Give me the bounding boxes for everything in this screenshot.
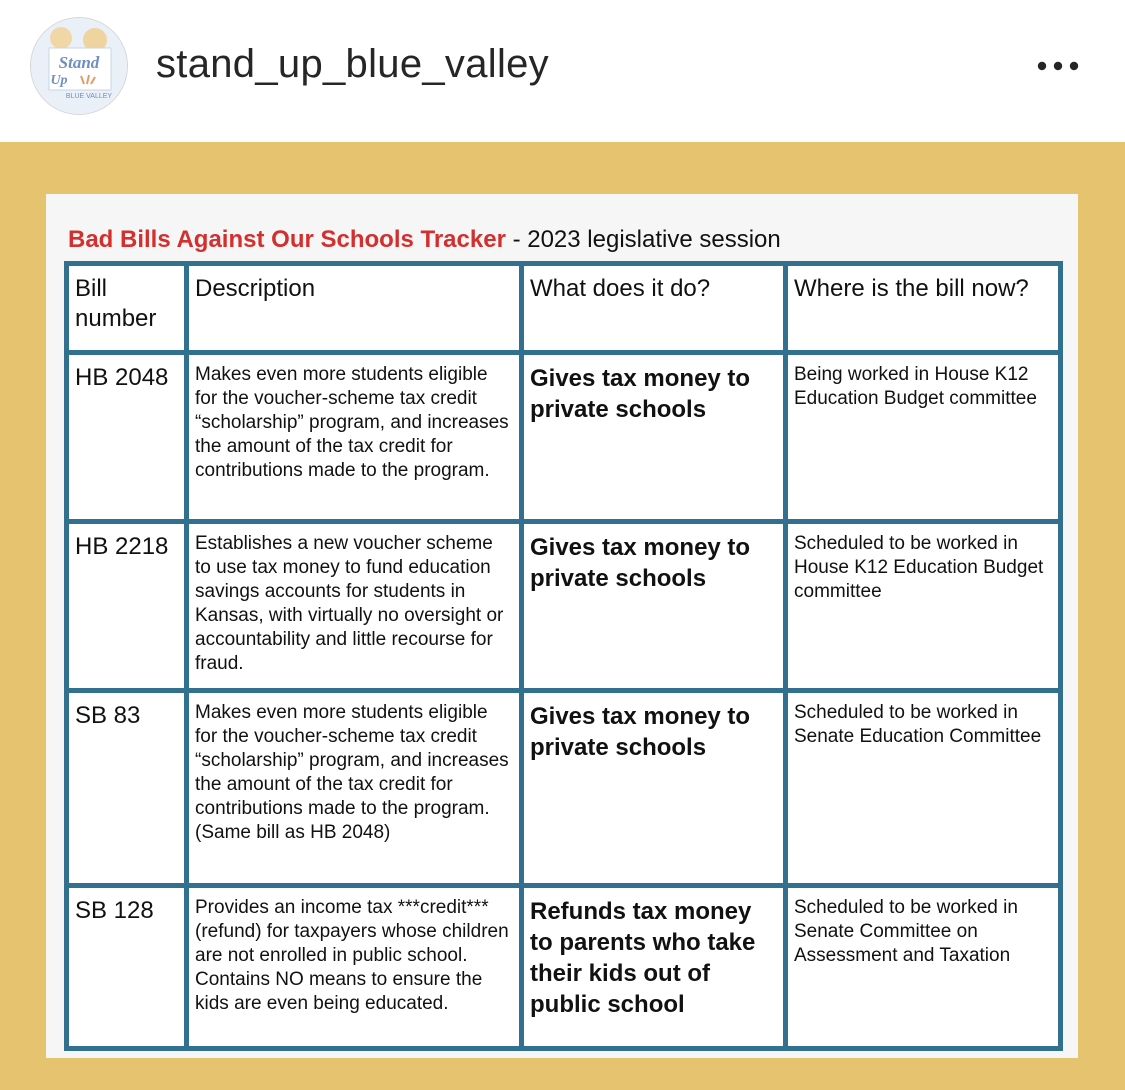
username[interactable]: stand_up_blue_valley: [156, 42, 549, 86]
column-header-bill-number: Bill number: [67, 264, 187, 353]
table-row: [67, 691, 1061, 886]
table-row: [67, 353, 1061, 522]
bill-description: Establishes a new voucher scheme to use tax money to fund education savings accounts for students in Kansas, with virtually no oversight or accountability and little recourse for fraud.: [187, 522, 522, 691]
bill-description: Makes even more students eligible for the voucher-scheme tax credit “scholarship” program, and increases the amount of the tax credit for contributions made to the program. (Same bill as HB 2048): [187, 691, 522, 886]
column-header-what-does-it-do: What does it do?: [522, 264, 786, 353]
bills-table: [64, 261, 1063, 1051]
avatar-logo-text-up: Up: [50, 73, 68, 88]
bill-action: Gives tax money to private schools: [522, 691, 786, 886]
table-row: [67, 886, 1061, 1049]
bill-number: HB 2218: [67, 522, 187, 691]
bill-description: Provides an income tax ***credit*** (refund) for taxpayers whose children are not enrolled in public school. Contains NO means to ensure the kids are even being educated.: [187, 886, 522, 1049]
avatar-logo-text-blue-valley: BLUE VALLEY: [65, 93, 113, 100]
column-header-where-is-bill: Where is the bill now?: [786, 264, 1061, 353]
bill-action: Gives tax money to private schools: [522, 522, 786, 691]
more-horizontal-icon[interactable]: [1030, 52, 1090, 80]
post-image: [0, 142, 1125, 1090]
tracker-title: [68, 226, 781, 254]
bill-description: Makes even more students eligible for the voucher-scheme tax credit “scholarship” program, and increases the amount of the tax credit for contributions made to the program.: [187, 353, 522, 522]
bill-action: Refunds tax money to parents who take their kids out of public school: [522, 886, 786, 1049]
table-row: [67, 522, 1061, 691]
bill-action: Gives tax money to private schools: [522, 353, 786, 522]
bill-status: Scheduled to be worked in Senate Education Committee: [786, 691, 1061, 886]
tracker-title-session: - 2023 legislative session: [505, 226, 781, 253]
bill-number: SB 128: [67, 886, 187, 1049]
post-header: [0, 0, 1125, 142]
table-header-row: [67, 264, 1061, 353]
bill-number: SB 83: [67, 691, 187, 886]
bill-status: Scheduled to be worked in Senate Committee on Assessment and Taxation: [786, 886, 1061, 1049]
bill-status: Being worked in House K12 Education Budget committee: [786, 353, 1061, 522]
bill-number: HB 2048: [67, 353, 187, 522]
tracker-title-highlight: Bad Bills Against Our Schools Tracker: [68, 226, 506, 253]
avatar-image: [31, 18, 127, 114]
bill-status: Scheduled to be worked in House K12 Education Budget committee: [786, 522, 1061, 691]
column-header-description: Description: [187, 264, 522, 353]
avatar-logo-text-stand: Stand: [58, 53, 100, 72]
avatar[interactable]: [30, 17, 128, 115]
tracker-card: [46, 194, 1078, 1058]
